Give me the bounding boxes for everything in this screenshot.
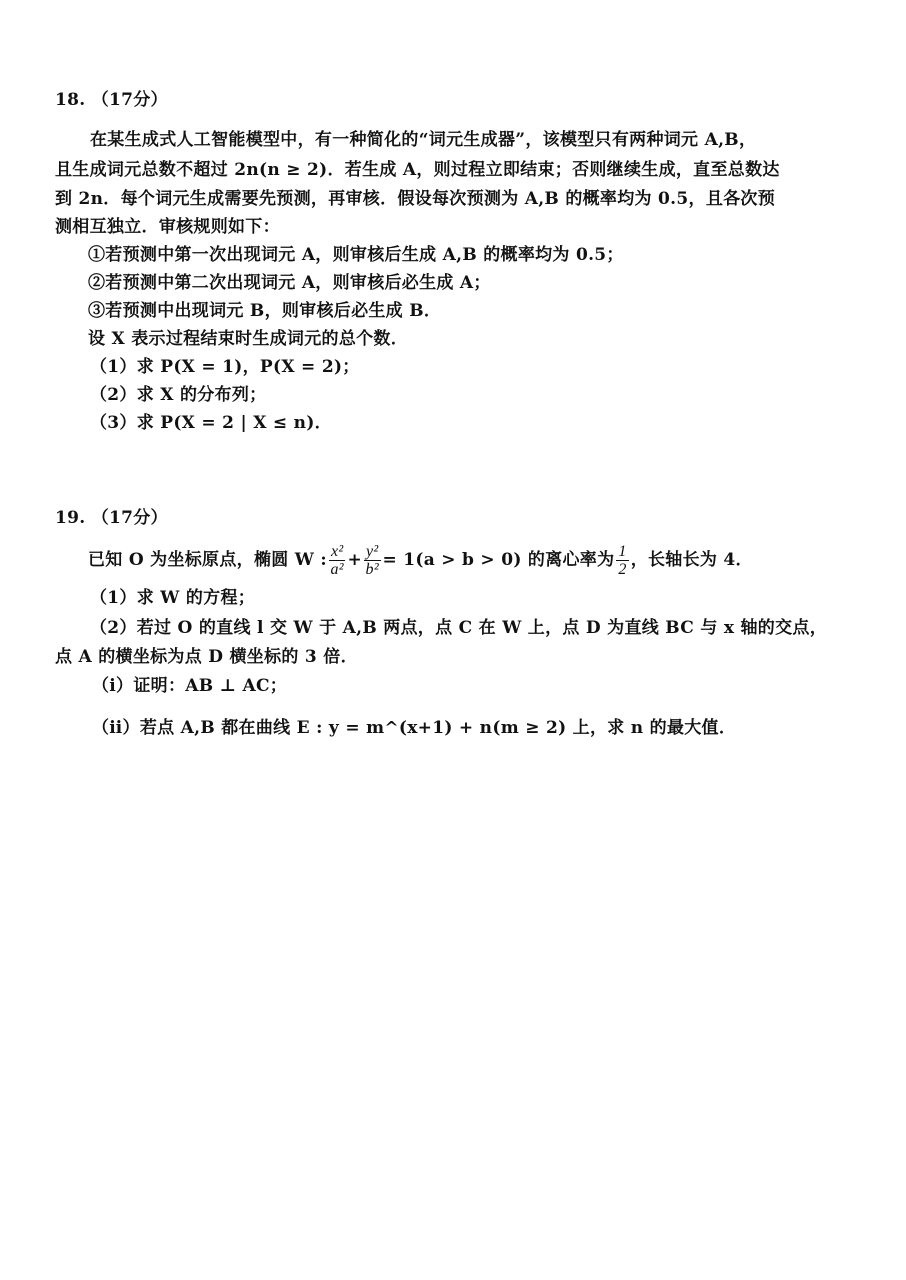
fraction-one-half [616, 543, 628, 578]
q18-rule-1: ①若预测中第一次出现词元 A，则审核后生成 A,B 的概率均为 0.5； [88, 245, 624, 265]
q18-para-line-3: 到 2n．每个词元生成需要先预测，再审核．假设每次预测为 A,B 的概率均为 0.5，且各次预 [55, 189, 776, 209]
fraction-y2-b2 [364, 543, 381, 578]
q19-intro-text-a: 已知 O 为坐标原点，椭圆 W : [88, 550, 327, 570]
q18-para-line-1: 在某生成式人工智能模型中，有一种简化的“词元生成器”，该模型只有两种词元 A,B， [90, 130, 757, 150]
q18-rule-3: ③若预测中出现词元 B，则审核后必生成 B． [88, 301, 442, 321]
q19-intro [88, 542, 753, 578]
q18-part-3: （3）求 P(X = 2 | X ≤ n)． [90, 413, 332, 433]
fraction-numerator: 1 [618, 543, 627, 560]
q18-setup: 设 X 表示过程结束时生成词元的总个数． [88, 329, 409, 349]
q19-part-2-i: （ⅰ）证明：AB ⊥ AC； [92, 676, 288, 696]
q18-para-line-2: 且生成词元总数不超过 2n(n ≥ 2)．若生成 A，则过程立即结束；否则继续生成，直至总数达 [55, 160, 780, 180]
q18-rule-2: ②若预测中第二次出现词元 A，则审核后必生成 A； [88, 273, 491, 293]
question-18-header: 18. （17分） [55, 90, 168, 110]
q19-intro-text-c: ，长轴长为 4． [630, 550, 753, 570]
q18-para-line-4: 测相互独立．审核规则如下： [55, 217, 280, 237]
fraction-numerator: y² [366, 543, 379, 560]
q18-part-2: （2）求 X 的分布列； [90, 385, 267, 405]
q19-part-2-ii: （ⅱ）若点 A,B 都在曲线 E : y = m^(x+1) + n(m ≥ 2) 上，求 n 的最大值． [92, 718, 737, 738]
fraction-denominator: 2 [618, 561, 627, 578]
fraction-denominator: a² [330, 561, 344, 578]
fraction-denominator: b² [365, 561, 379, 578]
q19-part-2: （2）若过 O 的直线 l 交 W 于 A,B 两点，点 C 在 W 上，点 D 为直线 BC 与 x 轴的交点， [90, 618, 828, 638]
fraction-x2-a2 [329, 543, 346, 578]
q19-part-2-cont: 点 A 的横坐标为点 D 横坐标的 3 倍． [55, 647, 358, 667]
q19-part-1: （1）求 W 的方程； [90, 588, 256, 608]
q19-intro-text-b: = 1(a > b > 0) 的离心率为 [382, 550, 615, 570]
plus-sign: + [347, 550, 362, 570]
q18-part-1: （1）求 P(X = 1)，P(X = 2)； [90, 357, 360, 377]
fraction-numerator: x² [330, 543, 344, 560]
question-19-header: 19. （17分） [55, 508, 168, 528]
